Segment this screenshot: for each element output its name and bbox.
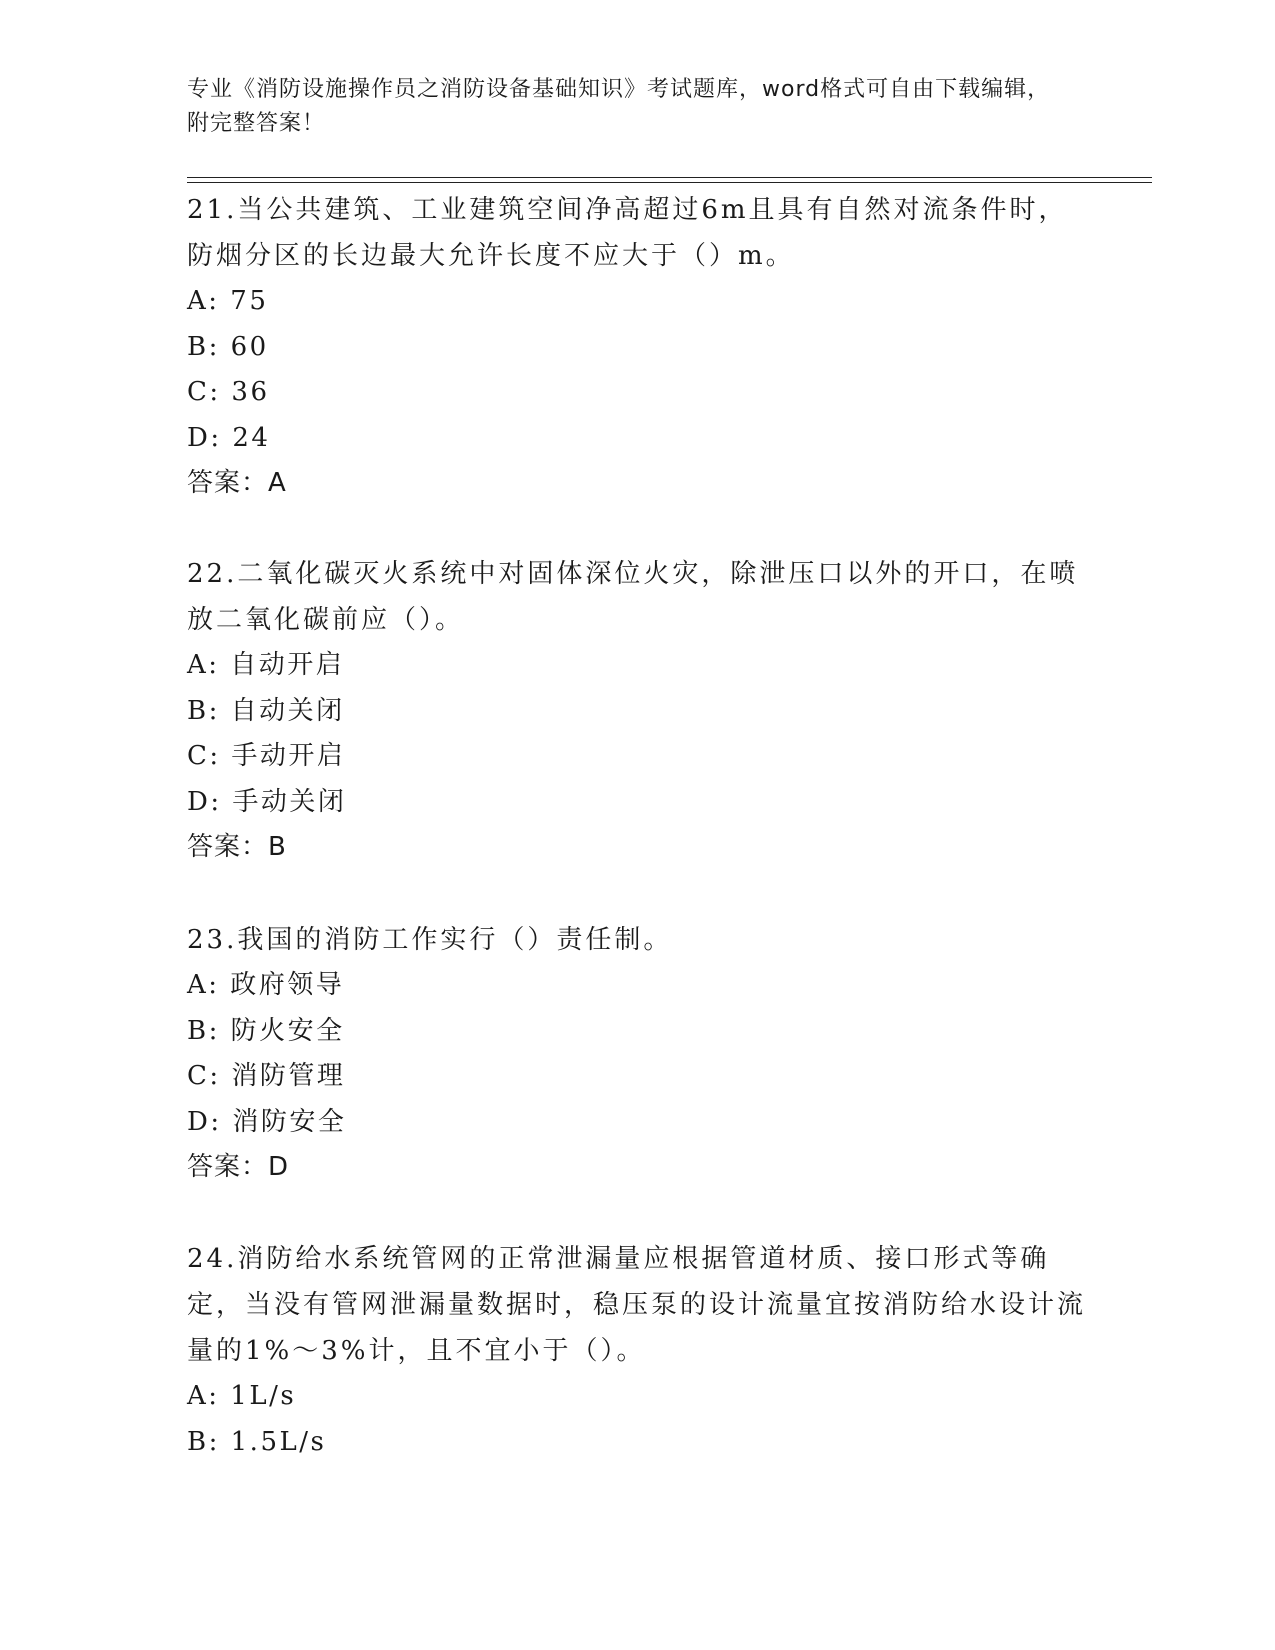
option-c: C: 消防管理 bbox=[187, 1061, 346, 1091]
option-a: A: 1L/s bbox=[187, 1381, 297, 1411]
option-d: D: 24 bbox=[187, 422, 271, 453]
spacer bbox=[187, 870, 1087, 917]
header-divider-top bbox=[187, 177, 1152, 178]
question-stem: 24.消防给水系统管网的正常泄漏量应根据管道材质、接口形式等确定，当没有管网泄漏量数据时，稳压泵的设计流量宜按消防给水设计流量的1%～3%计，且不宜小于（）。 bbox=[187, 1244, 1087, 1366]
option-b: B: 60 bbox=[187, 331, 269, 362]
question-stem: 22.二氧化碳灭火系统中对固体深位火灾，除泄压口以外的开口，在喷放二氧化碳前应（）。 bbox=[187, 559, 1079, 635]
option-b: B: 防火安全 bbox=[187, 1015, 345, 1046]
header-divider-bottom bbox=[187, 182, 1152, 183]
option-a: A: 政府领导 bbox=[187, 970, 345, 1000]
answer-label: 答案：B bbox=[187, 832, 287, 862]
option-a: A: 75 bbox=[187, 286, 269, 316]
spacer bbox=[187, 1190, 1087, 1236]
option-b: B: 1.5L/s bbox=[187, 1426, 327, 1457]
option-d: D: 手动关闭 bbox=[187, 786, 347, 817]
question-stem: 23.我国的消防工作实行（）责任制。 bbox=[187, 925, 673, 955]
option-a: A: 自动开启 bbox=[187, 650, 345, 680]
question-stem: 21.当公共建筑、工业建筑空间净高超过6m且具有自然对流条件时，防烟分区的长边最大允许长度不应大于（）m。 bbox=[187, 195, 1068, 271]
answer-label: 答案：A bbox=[187, 468, 287, 498]
document-header: 专业《消防设施操作员之消防设备基础知识》考试题库，word格式可自由下载编辑，附完整答案！ bbox=[187, 77, 1051, 136]
question-24 bbox=[187, 1236, 1087, 1465]
answer-label: 答案：D bbox=[187, 1152, 290, 1182]
option-c: C: 手动开启 bbox=[187, 741, 346, 771]
question-21 bbox=[187, 187, 1087, 506]
option-b: B: 自动关闭 bbox=[187, 695, 345, 726]
question-22 bbox=[187, 551, 1087, 870]
option-c: C: 36 bbox=[187, 377, 270, 407]
spacer bbox=[187, 506, 1087, 551]
question-23 bbox=[187, 917, 1087, 1190]
option-d: D: 消防安全 bbox=[187, 1106, 347, 1137]
question-list bbox=[187, 187, 1087, 1465]
